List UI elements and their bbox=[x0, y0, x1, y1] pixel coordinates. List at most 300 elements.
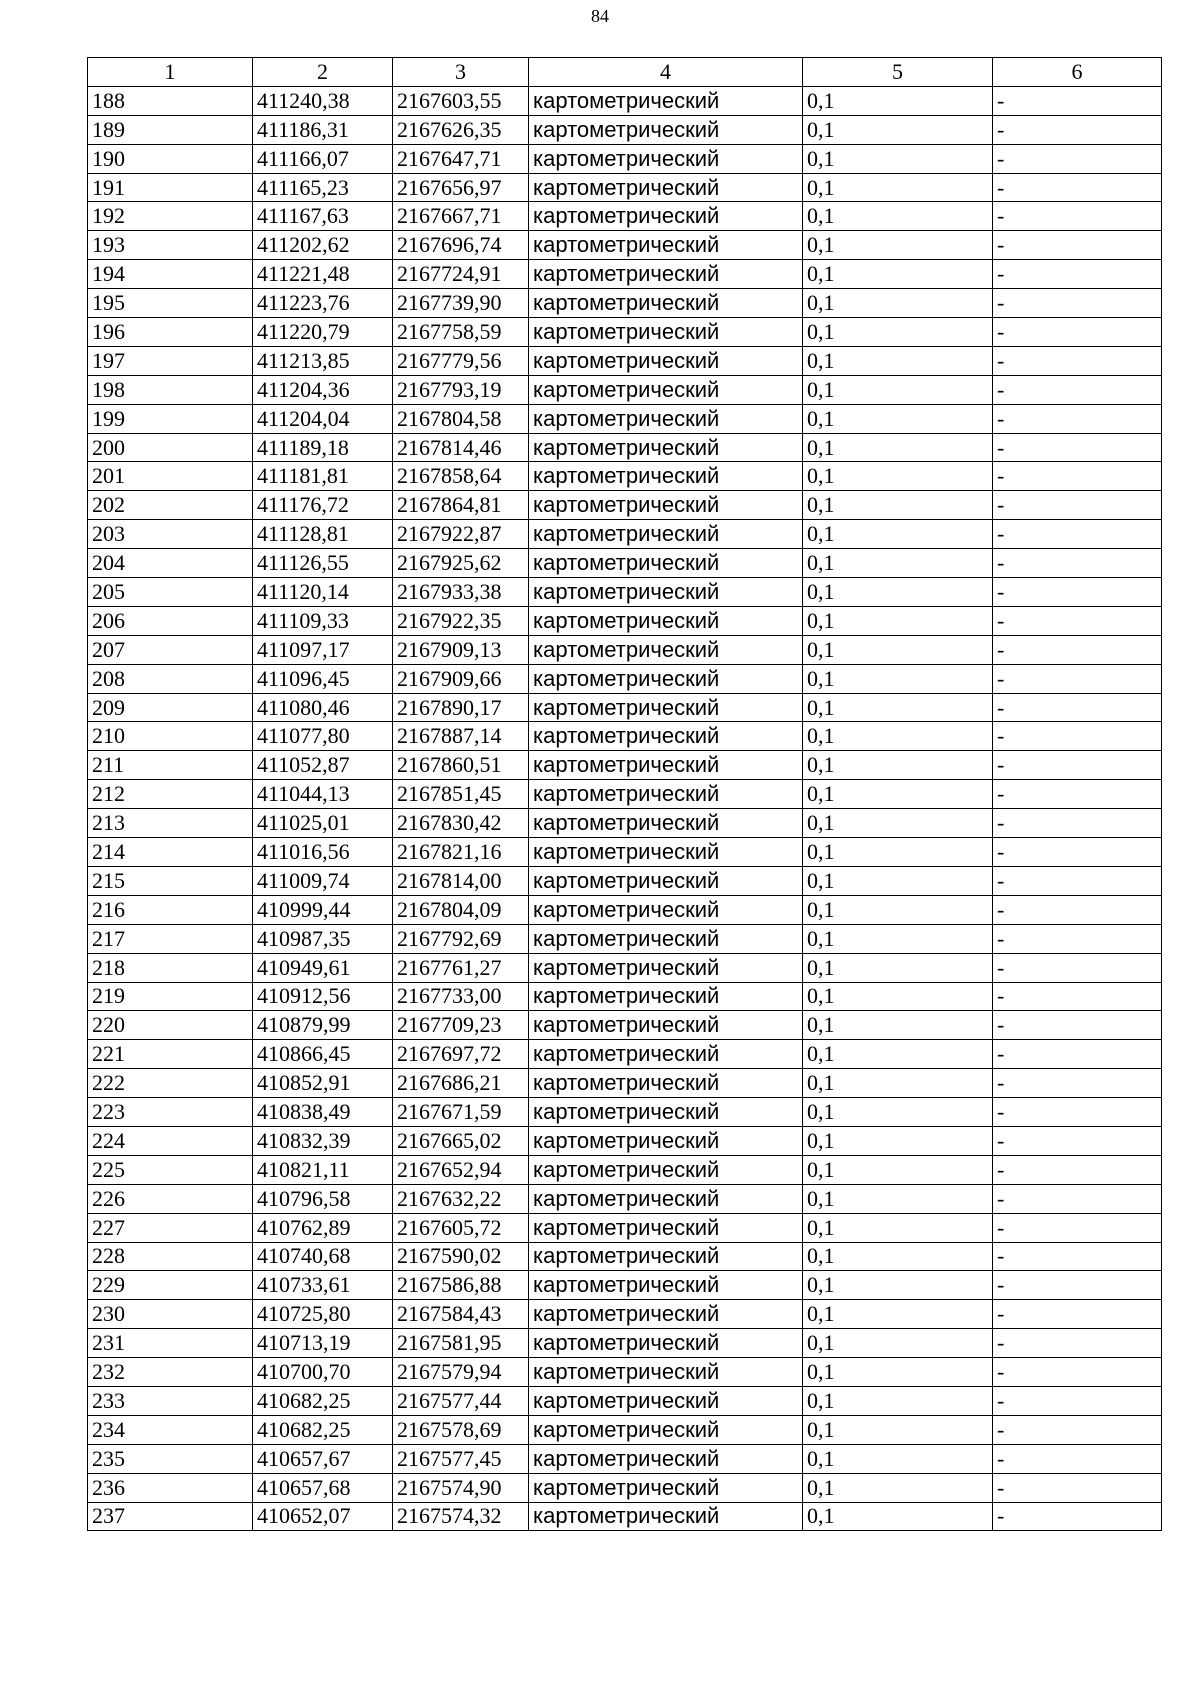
method-cell: картометрический bbox=[529, 953, 803, 982]
table-row bbox=[88, 1098, 1162, 1127]
method-cell: картометрический bbox=[529, 1242, 803, 1271]
x-coordinate-cell: 411016,56 bbox=[253, 838, 393, 867]
x-coordinate-cell: 410740,68 bbox=[253, 1242, 393, 1271]
method-cell: картометрический bbox=[529, 115, 803, 144]
point-number-cell: 234 bbox=[88, 1415, 253, 1444]
y-coordinate-cell: 2167925,62 bbox=[393, 549, 529, 578]
table-row bbox=[88, 895, 1162, 924]
method-cell: картометрический bbox=[529, 144, 803, 173]
method-cell: картометрический bbox=[529, 1329, 803, 1358]
note-cell: - bbox=[993, 231, 1162, 260]
coordinates-table bbox=[87, 57, 1162, 1531]
accuracy-cell: 0,1 bbox=[803, 346, 993, 375]
y-coordinate-cell: 2167586,88 bbox=[393, 1271, 529, 1300]
note-cell: - bbox=[993, 780, 1162, 809]
method-cell: картометрический bbox=[529, 549, 803, 578]
x-coordinate-cell: 411109,33 bbox=[253, 606, 393, 635]
method-cell: картометрический bbox=[529, 202, 803, 231]
x-coordinate-cell: 411166,07 bbox=[253, 144, 393, 173]
accuracy-cell: 0,1 bbox=[803, 606, 993, 635]
accuracy-cell: 0,1 bbox=[803, 664, 993, 693]
point-number-cell: 213 bbox=[88, 809, 253, 838]
accuracy-cell: 0,1 bbox=[803, 1126, 993, 1155]
table-row bbox=[88, 1415, 1162, 1444]
table-row bbox=[88, 433, 1162, 462]
x-coordinate-cell: 411167,63 bbox=[253, 202, 393, 231]
note-cell: - bbox=[993, 144, 1162, 173]
note-cell: - bbox=[993, 866, 1162, 895]
method-cell: картометрический bbox=[529, 1011, 803, 1040]
x-coordinate-cell: 411044,13 bbox=[253, 780, 393, 809]
note-cell: - bbox=[993, 549, 1162, 578]
note-cell: - bbox=[993, 1040, 1162, 1069]
method-cell: картометрический bbox=[529, 491, 803, 520]
method-cell: картометрический bbox=[529, 1386, 803, 1415]
point-number-cell: 207 bbox=[88, 635, 253, 664]
method-cell: картометрический bbox=[529, 1184, 803, 1213]
y-coordinate-cell: 2167814,00 bbox=[393, 866, 529, 895]
x-coordinate-cell: 411009,74 bbox=[253, 866, 393, 895]
x-coordinate-cell: 411181,81 bbox=[253, 462, 393, 491]
table-row bbox=[88, 260, 1162, 289]
note-cell: - bbox=[993, 375, 1162, 404]
header-row bbox=[88, 58, 1162, 87]
y-coordinate-cell: 2167814,46 bbox=[393, 433, 529, 462]
y-coordinate-cell: 2167626,35 bbox=[393, 115, 529, 144]
note-cell: - bbox=[993, 1155, 1162, 1184]
x-coordinate-cell: 411128,81 bbox=[253, 520, 393, 549]
table-row bbox=[88, 231, 1162, 260]
accuracy-cell: 0,1 bbox=[803, 260, 993, 289]
method-cell: картометрический bbox=[529, 433, 803, 462]
accuracy-cell: 0,1 bbox=[803, 1444, 993, 1473]
x-coordinate-cell: 411240,38 bbox=[253, 86, 393, 115]
x-coordinate-cell: 411221,48 bbox=[253, 260, 393, 289]
point-number-cell: 189 bbox=[88, 115, 253, 144]
column-header-4: 4 bbox=[529, 58, 803, 87]
x-coordinate-cell: 411204,36 bbox=[253, 375, 393, 404]
x-coordinate-cell: 410866,45 bbox=[253, 1040, 393, 1069]
x-coordinate-cell: 410682,25 bbox=[253, 1415, 393, 1444]
method-cell: картометрический bbox=[529, 982, 803, 1011]
note-cell: - bbox=[993, 202, 1162, 231]
note-cell: - bbox=[993, 809, 1162, 838]
note-cell: - bbox=[993, 606, 1162, 635]
point-number-cell: 231 bbox=[88, 1329, 253, 1358]
method-cell: картометрический bbox=[529, 404, 803, 433]
y-coordinate-cell: 2167647,71 bbox=[393, 144, 529, 173]
y-coordinate-cell: 2167696,74 bbox=[393, 231, 529, 260]
table-row bbox=[88, 838, 1162, 867]
point-number-cell: 225 bbox=[88, 1155, 253, 1184]
x-coordinate-cell: 411120,14 bbox=[253, 578, 393, 607]
column-header-1: 1 bbox=[88, 58, 253, 87]
method-cell: картометрический bbox=[529, 635, 803, 664]
y-coordinate-cell: 2167830,42 bbox=[393, 809, 529, 838]
table-row bbox=[88, 751, 1162, 780]
column-header-3: 3 bbox=[393, 58, 529, 87]
accuracy-cell: 0,1 bbox=[803, 722, 993, 751]
table-row bbox=[88, 1126, 1162, 1155]
table-header bbox=[88, 58, 1162, 87]
point-number-cell: 237 bbox=[88, 1502, 253, 1531]
y-coordinate-cell: 2167579,94 bbox=[393, 1358, 529, 1387]
point-number-cell: 203 bbox=[88, 520, 253, 549]
point-number-cell: 232 bbox=[88, 1358, 253, 1387]
column-header-6: 6 bbox=[993, 58, 1162, 87]
method-cell: картометрический bbox=[529, 866, 803, 895]
x-coordinate-cell: 411077,80 bbox=[253, 722, 393, 751]
note-cell: - bbox=[993, 1242, 1162, 1271]
note-cell: - bbox=[993, 838, 1162, 867]
note-cell: - bbox=[993, 1386, 1162, 1415]
y-coordinate-cell: 2167574,90 bbox=[393, 1473, 529, 1502]
accuracy-cell: 0,1 bbox=[803, 1271, 993, 1300]
table-row bbox=[88, 1329, 1162, 1358]
column-header-2: 2 bbox=[253, 58, 393, 87]
accuracy-cell: 0,1 bbox=[803, 433, 993, 462]
y-coordinate-cell: 2167758,59 bbox=[393, 318, 529, 347]
table-row bbox=[88, 1242, 1162, 1271]
table-row bbox=[88, 953, 1162, 982]
x-coordinate-cell: 411165,23 bbox=[253, 173, 393, 202]
y-coordinate-cell: 2167578,69 bbox=[393, 1415, 529, 1444]
note-cell: - bbox=[993, 664, 1162, 693]
note-cell: - bbox=[993, 924, 1162, 953]
note-cell: - bbox=[993, 462, 1162, 491]
x-coordinate-cell: 411189,18 bbox=[253, 433, 393, 462]
x-coordinate-cell: 411223,76 bbox=[253, 289, 393, 318]
x-coordinate-cell: 410852,91 bbox=[253, 1069, 393, 1098]
point-number-cell: 206 bbox=[88, 606, 253, 635]
point-number-cell: 227 bbox=[88, 1213, 253, 1242]
note-cell: - bbox=[993, 693, 1162, 722]
point-number-cell: 197 bbox=[88, 346, 253, 375]
accuracy-cell: 0,1 bbox=[803, 462, 993, 491]
page-number: 84 bbox=[591, 6, 609, 26]
table-row bbox=[88, 693, 1162, 722]
note-cell: - bbox=[993, 895, 1162, 924]
point-number-cell: 218 bbox=[88, 953, 253, 982]
point-number-cell: 192 bbox=[88, 202, 253, 231]
table-row bbox=[88, 86, 1162, 115]
method-cell: картометрический bbox=[529, 751, 803, 780]
point-number-cell: 212 bbox=[88, 780, 253, 809]
table-row bbox=[88, 462, 1162, 491]
accuracy-cell: 0,1 bbox=[803, 751, 993, 780]
x-coordinate-cell: 410733,61 bbox=[253, 1271, 393, 1300]
method-cell: картометрический bbox=[529, 1271, 803, 1300]
note-cell: - bbox=[993, 260, 1162, 289]
x-coordinate-cell: 411052,87 bbox=[253, 751, 393, 780]
table-row bbox=[88, 1184, 1162, 1213]
accuracy-cell: 0,1 bbox=[803, 982, 993, 1011]
accuracy-cell: 0,1 bbox=[803, 86, 993, 115]
accuracy-cell: 0,1 bbox=[803, 1329, 993, 1358]
method-cell: картометрический bbox=[529, 1444, 803, 1473]
table-row bbox=[88, 115, 1162, 144]
note-cell: - bbox=[993, 1069, 1162, 1098]
y-coordinate-cell: 2167792,69 bbox=[393, 924, 529, 953]
point-number-cell: 216 bbox=[88, 895, 253, 924]
method-cell: картометрический bbox=[529, 1155, 803, 1184]
y-coordinate-cell: 2167577,44 bbox=[393, 1386, 529, 1415]
y-coordinate-cell: 2167804,09 bbox=[393, 895, 529, 924]
point-number-cell: 214 bbox=[88, 838, 253, 867]
accuracy-cell: 0,1 bbox=[803, 635, 993, 664]
note-cell: - bbox=[993, 1502, 1162, 1531]
table-row bbox=[88, 1213, 1162, 1242]
accuracy-cell: 0,1 bbox=[803, 1213, 993, 1242]
note-cell: - bbox=[993, 346, 1162, 375]
y-coordinate-cell: 2167860,51 bbox=[393, 751, 529, 780]
accuracy-cell: 0,1 bbox=[803, 578, 993, 607]
point-number-cell: 224 bbox=[88, 1126, 253, 1155]
method-cell: картометрический bbox=[529, 520, 803, 549]
accuracy-cell: 0,1 bbox=[803, 404, 993, 433]
method-cell: картометрический bbox=[529, 260, 803, 289]
note-cell: - bbox=[993, 1126, 1162, 1155]
table-row bbox=[88, 491, 1162, 520]
x-coordinate-cell: 410821,11 bbox=[253, 1155, 393, 1184]
method-cell: картометрический bbox=[529, 606, 803, 635]
accuracy-cell: 0,1 bbox=[803, 375, 993, 404]
column-header-5: 5 bbox=[803, 58, 993, 87]
table-row bbox=[88, 289, 1162, 318]
method-cell: картометрический bbox=[529, 578, 803, 607]
method-cell: картометрический bbox=[529, 664, 803, 693]
note-cell: - bbox=[993, 1473, 1162, 1502]
table-row bbox=[88, 173, 1162, 202]
point-number-cell: 202 bbox=[88, 491, 253, 520]
y-coordinate-cell: 2167761,27 bbox=[393, 953, 529, 982]
method-cell: картометрический bbox=[529, 1069, 803, 1098]
x-coordinate-cell: 411202,62 bbox=[253, 231, 393, 260]
x-coordinate-cell: 410912,56 bbox=[253, 982, 393, 1011]
accuracy-cell: 0,1 bbox=[803, 318, 993, 347]
note-cell: - bbox=[993, 953, 1162, 982]
point-number-cell: 199 bbox=[88, 404, 253, 433]
method-cell: картометрический bbox=[529, 346, 803, 375]
note-cell: - bbox=[993, 635, 1162, 664]
point-number-cell: 217 bbox=[88, 924, 253, 953]
method-cell: картометрический bbox=[529, 924, 803, 953]
note-cell: - bbox=[993, 1098, 1162, 1127]
y-coordinate-cell: 2167890,17 bbox=[393, 693, 529, 722]
point-number-cell: 211 bbox=[88, 751, 253, 780]
point-number-cell: 195 bbox=[88, 289, 253, 318]
accuracy-cell: 0,1 bbox=[803, 838, 993, 867]
y-coordinate-cell: 2167887,14 bbox=[393, 722, 529, 751]
point-number-cell: 210 bbox=[88, 722, 253, 751]
accuracy-cell: 0,1 bbox=[803, 144, 993, 173]
method-cell: картометрический bbox=[529, 1300, 803, 1329]
accuracy-cell: 0,1 bbox=[803, 202, 993, 231]
table-row bbox=[88, 606, 1162, 635]
table-row bbox=[88, 1011, 1162, 1040]
accuracy-cell: 0,1 bbox=[803, 1300, 993, 1329]
method-cell: картометрический bbox=[529, 895, 803, 924]
method-cell: картометрический bbox=[529, 318, 803, 347]
y-coordinate-cell: 2167605,72 bbox=[393, 1213, 529, 1242]
y-coordinate-cell: 2167697,72 bbox=[393, 1040, 529, 1069]
y-coordinate-cell: 2167709,23 bbox=[393, 1011, 529, 1040]
table-row bbox=[88, 635, 1162, 664]
point-number-cell: 230 bbox=[88, 1300, 253, 1329]
point-number-cell: 236 bbox=[88, 1473, 253, 1502]
point-number-cell: 235 bbox=[88, 1444, 253, 1473]
point-number-cell: 208 bbox=[88, 664, 253, 693]
accuracy-cell: 0,1 bbox=[803, 953, 993, 982]
y-coordinate-cell: 2167590,02 bbox=[393, 1242, 529, 1271]
accuracy-cell: 0,1 bbox=[803, 173, 993, 202]
x-coordinate-cell: 411213,85 bbox=[253, 346, 393, 375]
note-cell: - bbox=[993, 491, 1162, 520]
table-row bbox=[88, 144, 1162, 173]
accuracy-cell: 0,1 bbox=[803, 520, 993, 549]
accuracy-cell: 0,1 bbox=[803, 1502, 993, 1531]
table-row bbox=[88, 722, 1162, 751]
point-number-cell: 188 bbox=[88, 86, 253, 115]
point-number-cell: 193 bbox=[88, 231, 253, 260]
x-coordinate-cell: 411097,17 bbox=[253, 635, 393, 664]
y-coordinate-cell: 2167858,64 bbox=[393, 462, 529, 491]
method-cell: картометрический bbox=[529, 722, 803, 751]
point-number-cell: 223 bbox=[88, 1098, 253, 1127]
y-coordinate-cell: 2167577,45 bbox=[393, 1444, 529, 1473]
point-number-cell: 220 bbox=[88, 1011, 253, 1040]
note-cell: - bbox=[993, 578, 1162, 607]
y-coordinate-cell: 2167821,16 bbox=[393, 838, 529, 867]
accuracy-cell: 0,1 bbox=[803, 289, 993, 318]
table-row bbox=[88, 664, 1162, 693]
method-cell: картометрический bbox=[529, 173, 803, 202]
note-cell: - bbox=[993, 751, 1162, 780]
table-row bbox=[88, 549, 1162, 578]
note-cell: - bbox=[993, 1415, 1162, 1444]
y-coordinate-cell: 2167909,66 bbox=[393, 664, 529, 693]
table-row bbox=[88, 982, 1162, 1011]
method-cell: картометрический bbox=[529, 375, 803, 404]
table-row bbox=[88, 1069, 1162, 1098]
accuracy-cell: 0,1 bbox=[803, 1358, 993, 1387]
table-row bbox=[88, 809, 1162, 838]
table-row bbox=[88, 1444, 1162, 1473]
accuracy-cell: 0,1 bbox=[803, 1184, 993, 1213]
accuracy-cell: 0,1 bbox=[803, 1040, 993, 1069]
x-coordinate-cell: 410713,19 bbox=[253, 1329, 393, 1358]
accuracy-cell: 0,1 bbox=[803, 866, 993, 895]
method-cell: картометрический bbox=[529, 462, 803, 491]
note-cell: - bbox=[993, 1184, 1162, 1213]
accuracy-cell: 0,1 bbox=[803, 1098, 993, 1127]
accuracy-cell: 0,1 bbox=[803, 115, 993, 144]
y-coordinate-cell: 2167724,91 bbox=[393, 260, 529, 289]
accuracy-cell: 0,1 bbox=[803, 491, 993, 520]
note-cell: - bbox=[993, 982, 1162, 1011]
accuracy-cell: 0,1 bbox=[803, 231, 993, 260]
accuracy-cell: 0,1 bbox=[803, 1473, 993, 1502]
x-coordinate-cell: 410682,25 bbox=[253, 1386, 393, 1415]
y-coordinate-cell: 2167686,21 bbox=[393, 1069, 529, 1098]
accuracy-cell: 0,1 bbox=[803, 780, 993, 809]
method-cell: картометрический bbox=[529, 1358, 803, 1387]
x-coordinate-cell: 410657,67 bbox=[253, 1444, 393, 1473]
accuracy-cell: 0,1 bbox=[803, 895, 993, 924]
y-coordinate-cell: 2167804,58 bbox=[393, 404, 529, 433]
note-cell: - bbox=[993, 1444, 1162, 1473]
method-cell: картометрический bbox=[529, 86, 803, 115]
point-number-cell: 226 bbox=[88, 1184, 253, 1213]
accuracy-cell: 0,1 bbox=[803, 693, 993, 722]
table-row bbox=[88, 1358, 1162, 1387]
accuracy-cell: 0,1 bbox=[803, 549, 993, 578]
note-cell: - bbox=[993, 86, 1162, 115]
y-coordinate-cell: 2167779,56 bbox=[393, 346, 529, 375]
point-number-cell: 198 bbox=[88, 375, 253, 404]
table-row bbox=[88, 1271, 1162, 1300]
point-number-cell: 204 bbox=[88, 549, 253, 578]
point-number-cell: 233 bbox=[88, 1386, 253, 1415]
note-cell: - bbox=[993, 1213, 1162, 1242]
table-row bbox=[88, 375, 1162, 404]
method-cell: картометрический bbox=[529, 231, 803, 260]
method-cell: картометрический bbox=[529, 1040, 803, 1069]
accuracy-cell: 0,1 bbox=[803, 1069, 993, 1098]
x-coordinate-cell: 410879,99 bbox=[253, 1011, 393, 1040]
table-row bbox=[88, 1386, 1162, 1415]
y-coordinate-cell: 2167632,22 bbox=[393, 1184, 529, 1213]
note-cell: - bbox=[993, 404, 1162, 433]
table-row bbox=[88, 1300, 1162, 1329]
y-coordinate-cell: 2167581,95 bbox=[393, 1329, 529, 1358]
accuracy-cell: 0,1 bbox=[803, 809, 993, 838]
note-cell: - bbox=[993, 318, 1162, 347]
method-cell: картометрический bbox=[529, 1473, 803, 1502]
point-number-cell: 228 bbox=[88, 1242, 253, 1271]
y-coordinate-cell: 2167733,00 bbox=[393, 982, 529, 1011]
accuracy-cell: 0,1 bbox=[803, 1415, 993, 1444]
method-cell: картометрический bbox=[529, 1126, 803, 1155]
x-coordinate-cell: 410762,89 bbox=[253, 1213, 393, 1242]
y-coordinate-cell: 2167584,43 bbox=[393, 1300, 529, 1329]
table-row bbox=[88, 1040, 1162, 1069]
table-row bbox=[88, 1502, 1162, 1531]
point-number-cell: 229 bbox=[88, 1271, 253, 1300]
y-coordinate-cell: 2167574,32 bbox=[393, 1502, 529, 1531]
note-cell: - bbox=[993, 433, 1162, 462]
method-cell: картометрический bbox=[529, 693, 803, 722]
point-number-cell: 209 bbox=[88, 693, 253, 722]
note-cell: - bbox=[993, 1358, 1162, 1387]
note-cell: - bbox=[993, 1271, 1162, 1300]
x-coordinate-cell: 411220,79 bbox=[253, 318, 393, 347]
table-row bbox=[88, 404, 1162, 433]
point-number-cell: 205 bbox=[88, 578, 253, 607]
note-cell: - bbox=[993, 289, 1162, 318]
table-row bbox=[88, 924, 1162, 953]
note-cell: - bbox=[993, 520, 1162, 549]
x-coordinate-cell: 410652,07 bbox=[253, 1502, 393, 1531]
table-row bbox=[88, 346, 1162, 375]
y-coordinate-cell: 2167864,81 bbox=[393, 491, 529, 520]
x-coordinate-cell: 410987,35 bbox=[253, 924, 393, 953]
table-body bbox=[88, 86, 1162, 1531]
point-number-cell: 200 bbox=[88, 433, 253, 462]
y-coordinate-cell: 2167851,45 bbox=[393, 780, 529, 809]
method-cell: картометрический bbox=[529, 780, 803, 809]
note-cell: - bbox=[993, 722, 1162, 751]
